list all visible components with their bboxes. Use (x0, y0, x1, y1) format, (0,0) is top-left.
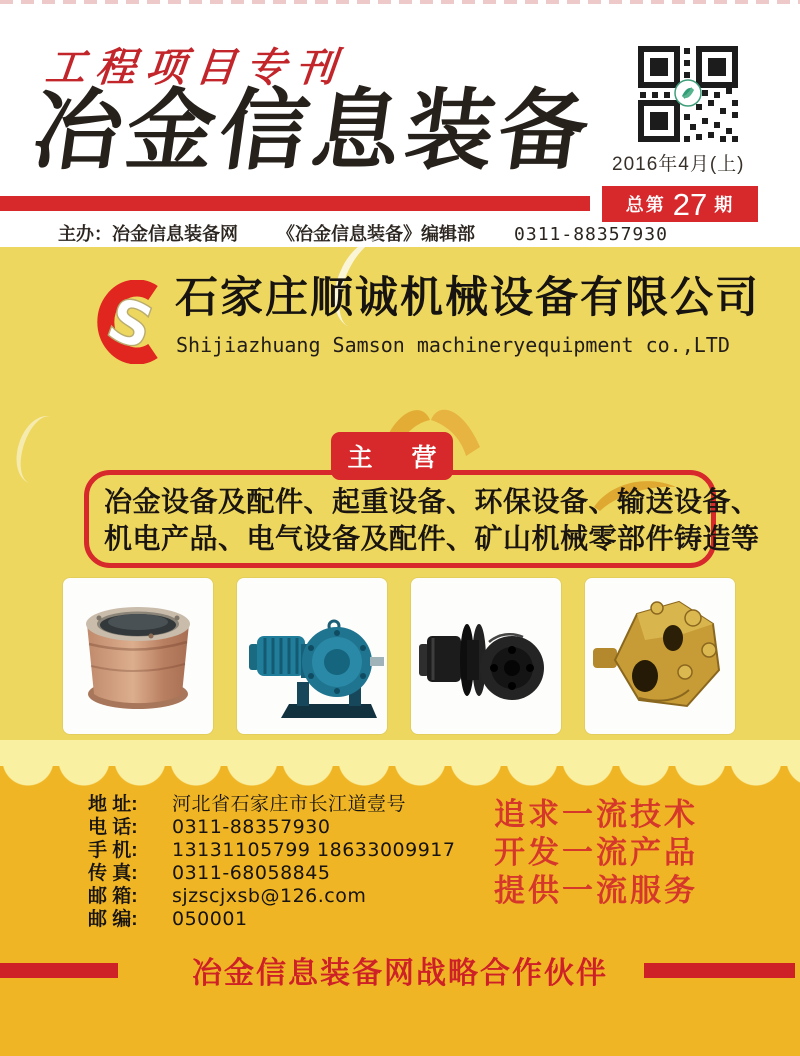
publisher-organizer: 主办：冶金信息装备网 (58, 224, 238, 244)
slogan-block (494, 796, 698, 910)
top-decorative-line (0, 0, 800, 4)
company-name-en: Shijiazhuang Samson machineryequipment co.,LTD (176, 333, 730, 357)
footer-bar-right (644, 963, 795, 978)
contact-label: 地 址: (88, 794, 138, 815)
contact-block (88, 789, 456, 930)
copper-bushing-image (63, 578, 213, 734)
product-card (237, 578, 387, 734)
contact-label: 手 机: (88, 840, 138, 861)
badge-prefix: 总第 (625, 195, 666, 215)
contact-label: 传 真: (88, 863, 138, 884)
main-business-line-2: 机电产品、电气设备及配件、矿山机械零部件铸造等 (104, 523, 760, 554)
product-card (63, 578, 213, 734)
main-business-line-1: 冶金设备及配件、起重设备、环保设备、输送设备、 (104, 486, 760, 517)
slogan-line-2: 开发一流产品 (494, 835, 698, 870)
product-card (411, 578, 561, 734)
publisher-editorial: 《冶金信息装备》编辑部 (277, 224, 476, 244)
contact-row-zip (88, 904, 455, 930)
company-logo-icon (93, 280, 167, 364)
decorative-white-streak (8, 410, 72, 490)
badge-suffix: 期 (714, 195, 735, 215)
masthead-title: 冶金信息装备 (26, 79, 600, 182)
contact-row-fax (88, 858, 455, 884)
svg-text:S: S (97, 283, 163, 364)
brass-casting-image (585, 578, 735, 734)
contact-label: 邮 编: (88, 909, 138, 930)
contact-row-mobile (88, 835, 456, 861)
badge-number: 27 (672, 186, 708, 222)
contact-value: 0311-68058845 (172, 862, 331, 884)
product-card (585, 578, 735, 734)
contact-label: 电 话: (88, 817, 138, 838)
contact-value: 050001 (172, 908, 248, 930)
disc-coupling-image (411, 578, 561, 734)
bottom-gold-section (0, 792, 800, 1056)
contact-value: 0311-88357930 (172, 816, 331, 838)
issue-date: 2016年4月(上) (612, 154, 745, 175)
slogan-line-1: 追求一流技术 (494, 797, 698, 832)
contact-label: 邮 箱: (88, 886, 138, 907)
qr-code-icon (638, 46, 738, 142)
company-name-cn: 石家庄顺诚机械设备有限公司 (175, 273, 760, 323)
gear-reducer-image (237, 578, 387, 734)
main-yellow-section (0, 247, 800, 740)
contact-value: sjzscjxsb@126.com (172, 885, 367, 907)
issue-number-badge (602, 186, 758, 222)
publisher-phone: 0311-88357930 (514, 224, 668, 245)
contact-value: 河北省石家庄市长江道壹号 (172, 793, 407, 815)
main-business-text (104, 483, 760, 557)
contact-row-address (88, 789, 455, 815)
main-business-tab: 主 营 (331, 432, 453, 480)
slogan-line-3: 提供一流服务 (494, 873, 698, 908)
header-divider (0, 196, 590, 211)
issue-tag: 工程项目专刊 (43, 46, 348, 90)
footer-banner: 冶金信息装备网战略合作伙伴 (192, 957, 608, 990)
light-yellow-band (0, 740, 800, 766)
contact-row-email (88, 881, 455, 907)
contact-value: 13131105799 18633009917 (172, 839, 456, 861)
